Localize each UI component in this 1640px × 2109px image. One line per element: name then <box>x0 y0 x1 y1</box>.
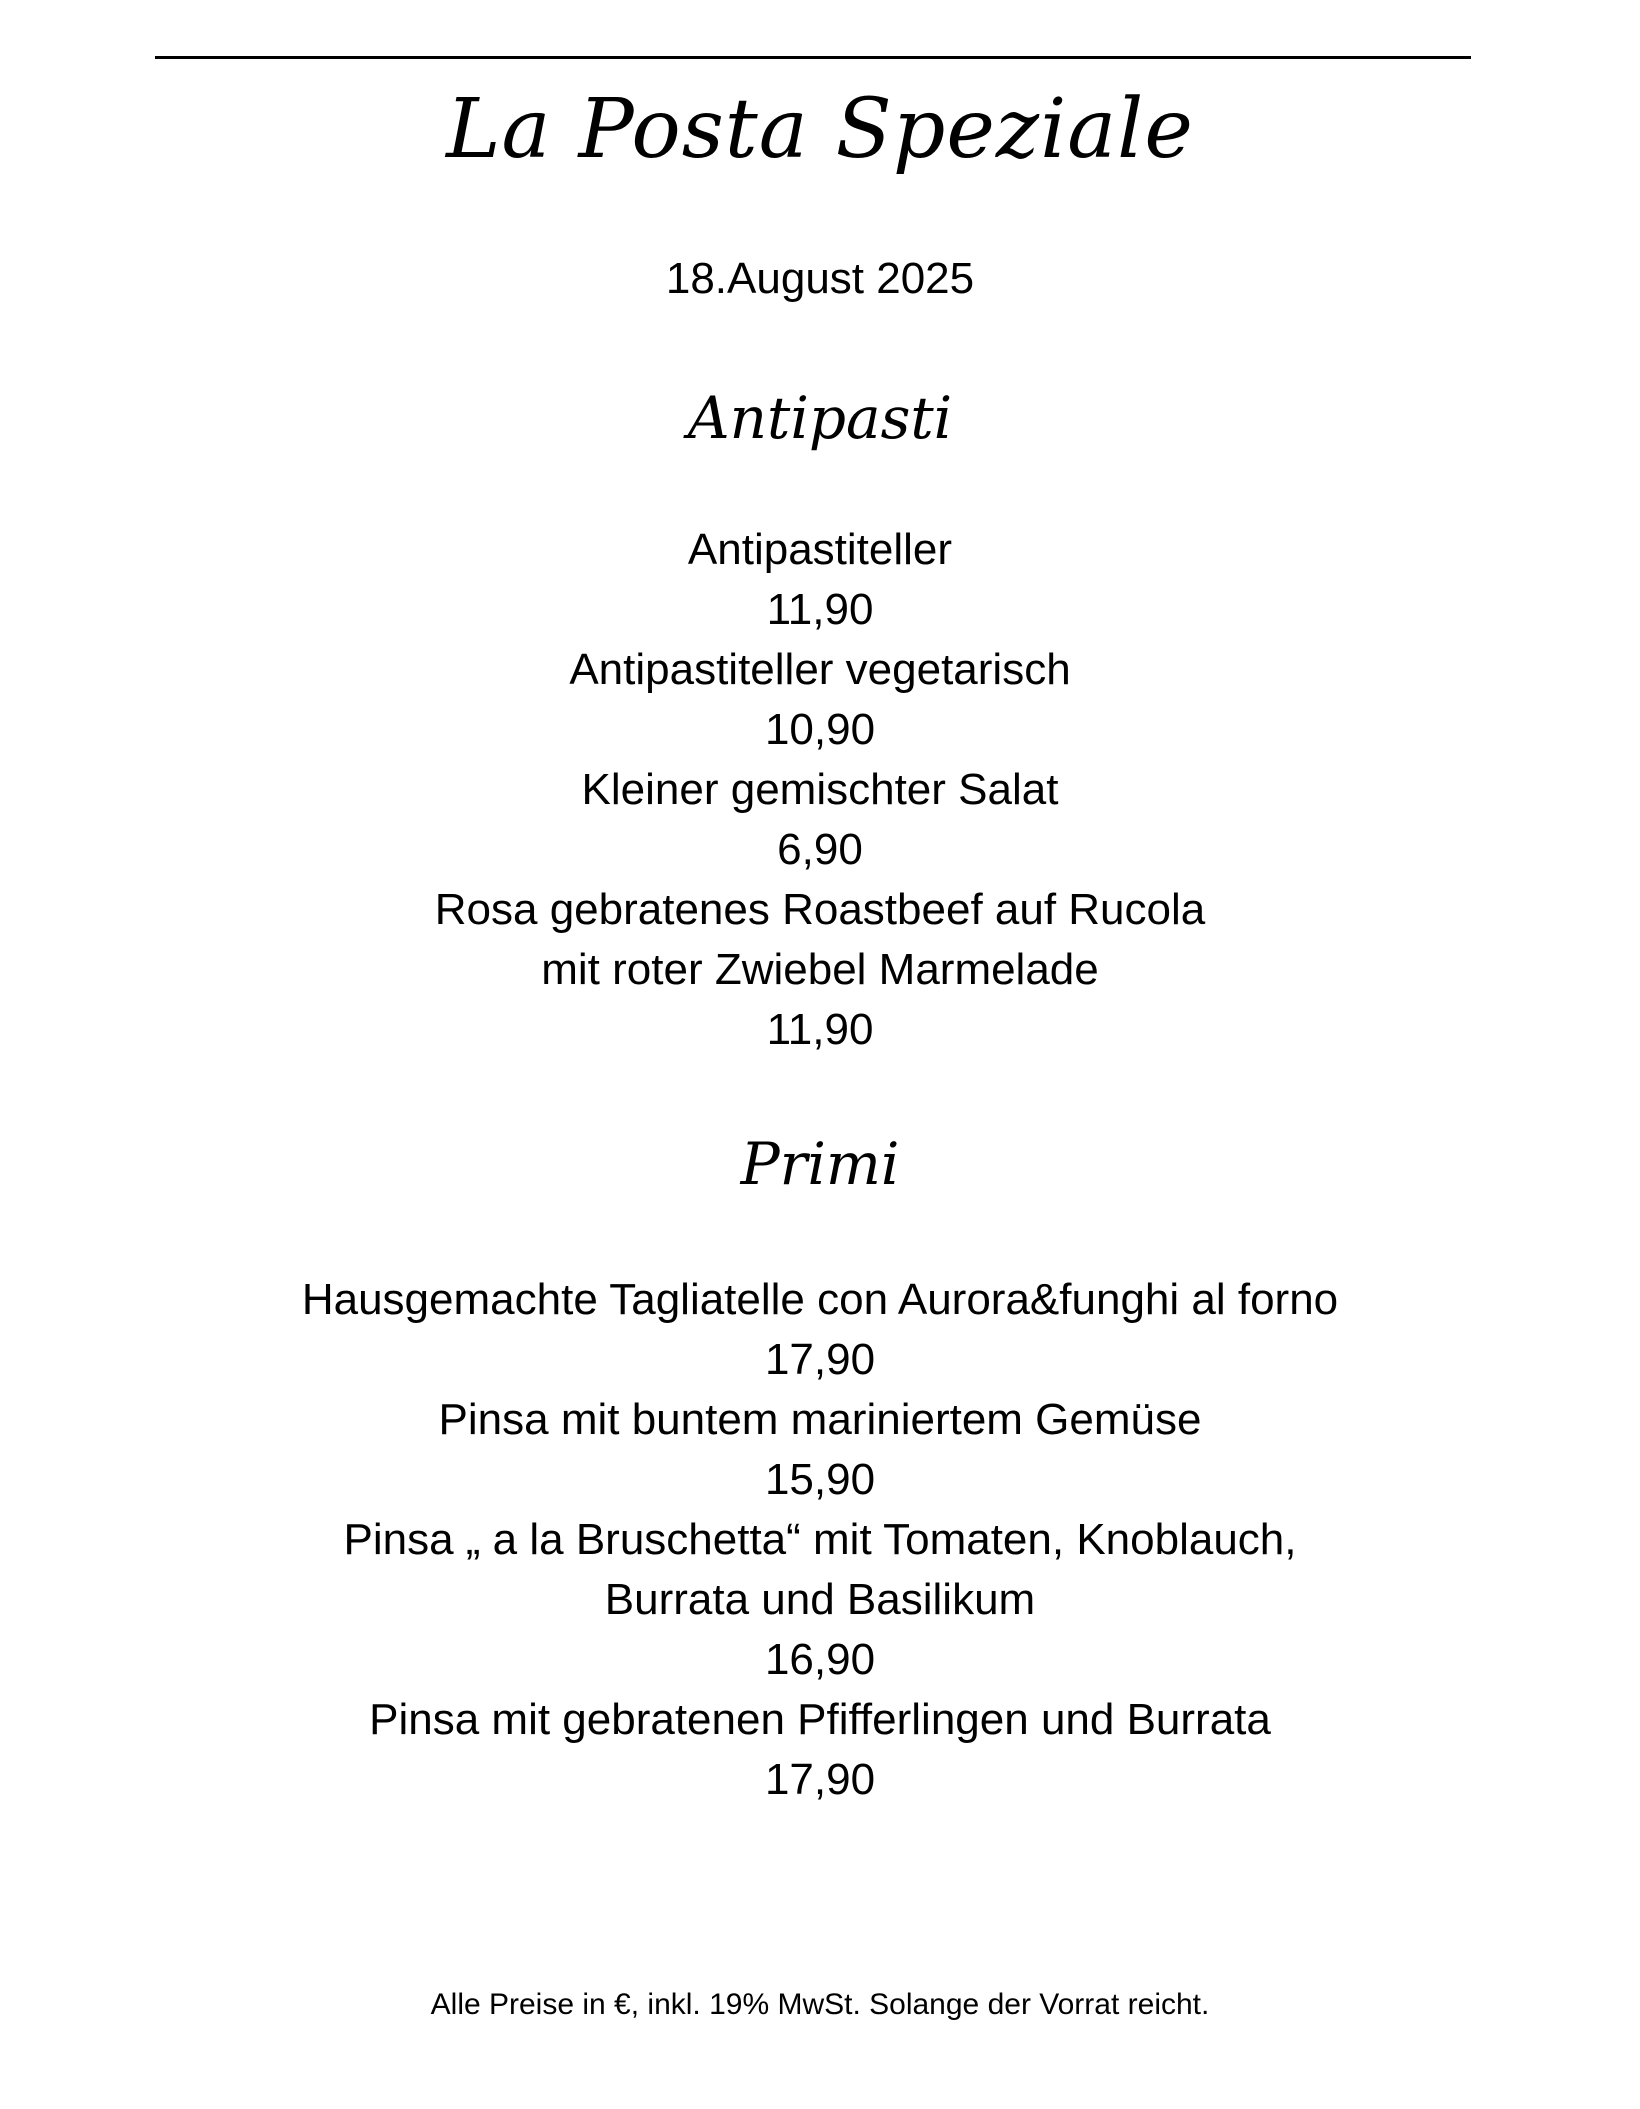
page-title: La Posta Speziale <box>446 82 1194 177</box>
section-heading-primi: Primi <box>740 1130 900 1198</box>
menu-line: Kleiner gemischter Salat <box>581 765 1059 814</box>
menu-line: Pinsa mit gebratenen Pfifferlingen und Burrata <box>369 1695 1271 1744</box>
menu-line: mit roter Zwiebel Marmelade <box>541 945 1099 994</box>
menu-date: 18.August 2025 <box>665 254 975 303</box>
menu-price: 6,90 <box>777 825 863 874</box>
menu-line: Pinsa „ a la Bruschetta“ mit Tomaten, Knoblauch, <box>343 1515 1297 1564</box>
menu-line: Hausgemachte Tagliatelle con Aurora&funghi al forno <box>301 1275 1339 1324</box>
top-divider <box>155 56 1471 59</box>
menu-price: 11,90 <box>766 1005 874 1054</box>
menu-line: Antipastiteller vegetarisch <box>569 645 1071 694</box>
primi-list <box>0 1270 1640 1810</box>
menu-line: Burrata und Basilikum <box>604 1575 1036 1624</box>
menu-line: Pinsa mit buntem mariniertem Gemüse <box>438 1395 1202 1444</box>
menu-price: 16,90 <box>764 1635 876 1684</box>
price-footnote: Alle Preise in €, inkl. 19% MwSt. Solange der Vorrat reicht. <box>430 1988 1210 2021</box>
menu-price: 15,90 <box>764 1455 876 1504</box>
menu-price: 10,90 <box>764 705 876 754</box>
menu-line: Rosa gebratenes Roastbeef auf Rucola <box>434 885 1206 934</box>
menu-price: 17,90 <box>764 1755 876 1804</box>
section-heading-antipasti: Antipasti <box>687 384 953 452</box>
menu-price: 11,90 <box>766 585 874 634</box>
menu-line: Antipastiteller <box>687 525 953 574</box>
antipasti-list <box>0 520 1640 1060</box>
menu-price: 17,90 <box>764 1335 876 1384</box>
